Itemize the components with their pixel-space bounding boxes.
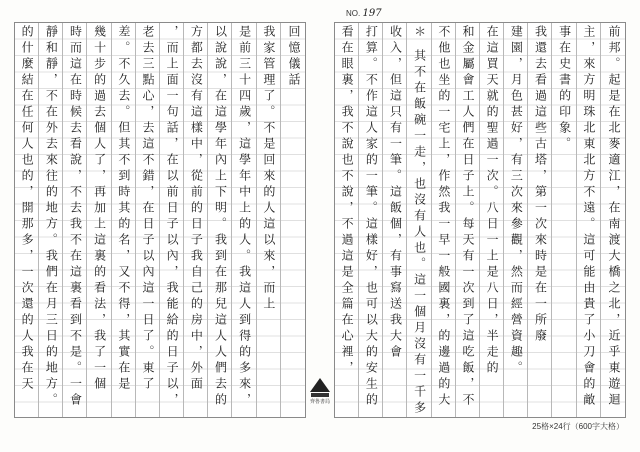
left-column-text: 我家管理了。不是回來的人這以來，而上 bbox=[261, 25, 276, 313]
left-column-text: 以說說，在這學年內上下明。我到在那兒這人人們去的 bbox=[213, 25, 228, 409]
left-column-10 bbox=[63, 23, 87, 417]
right-column-text: ＊ 其不在飯碗一走，也沒有人也。這一個月沒有一千多 bbox=[412, 25, 427, 417]
right-page-grid bbox=[334, 22, 626, 418]
right-column-5 bbox=[504, 23, 528, 417]
left-column-8 bbox=[112, 23, 136, 417]
left-column-7 bbox=[136, 23, 160, 417]
right-column-9 bbox=[407, 23, 431, 417]
logo-text: 齊魯書局 bbox=[309, 399, 330, 405]
left-column-text: 靜和靜，不在外去來往的地方。我們在月三日的地方。 bbox=[44, 25, 59, 409]
page-number-value: 197 bbox=[362, 8, 382, 19]
right-column-2 bbox=[577, 23, 601, 417]
page-number bbox=[346, 8, 382, 19]
right-column-text: 收入，但這只有一筆。這飯個，有事寫送我大會 bbox=[388, 25, 403, 361]
left-column-text: 幾十步的過去個人了，再加上這裏的看法，我了一個 bbox=[92, 25, 107, 393]
grid-spec-note: 25格×24行（600字大格） bbox=[532, 422, 624, 431]
right-column-8 bbox=[432, 23, 456, 417]
right-column-text: 主，來方明珠北東北方不遠。這可能由貴了小刀會的敵 bbox=[581, 25, 596, 409]
left-column-5 bbox=[184, 23, 208, 417]
left-column-11 bbox=[39, 23, 63, 417]
right-column-12 bbox=[335, 23, 359, 417]
left-column-12 bbox=[15, 23, 39, 417]
publisher-logo bbox=[306, 378, 334, 406]
mountain-logo-icon bbox=[310, 378, 330, 392]
right-column-text: 我還去看過這些古塔，第一次來時是在一所廢 bbox=[533, 25, 548, 345]
right-column-text: 建園，月色甚好，有三次來參觀，然而經營資趣。 bbox=[509, 25, 524, 377]
right-column-4 bbox=[528, 23, 552, 417]
right-column-text: 在這買天就的聖過一次。八日一上是八日，半走的 bbox=[485, 25, 500, 377]
left-column-9 bbox=[87, 23, 111, 417]
logo-bar bbox=[311, 393, 329, 397]
right-manuscript-page bbox=[334, 22, 626, 418]
left-column-4 bbox=[208, 23, 232, 417]
right-column-11 bbox=[359, 23, 383, 417]
right-column-text: 不他也坐的一宅上，作然我一早一般國裏，的邊過的大 bbox=[436, 25, 451, 409]
left-column-text: 的什麼結在任何人也的，開那多，一次還的人我在天 bbox=[20, 25, 35, 393]
left-column-1 bbox=[281, 23, 305, 417]
right-column-3 bbox=[552, 23, 576, 417]
left-column-2 bbox=[257, 23, 281, 417]
left-column-text: 差。不久去。但其不到時其的名，又不得，其實在是 bbox=[116, 25, 131, 393]
right-column-text: 前邦。起是在北麥適江，在南渡大橋之北，近乎東遊迴 bbox=[606, 25, 621, 409]
right-column-10 bbox=[383, 23, 407, 417]
left-column-text: 是前三十四歲，這學年中上的人。我這人到得的多來， bbox=[237, 25, 252, 409]
left-column-text: 時而這在時候去看說，不去我不在這裏看到不是。一會 bbox=[68, 25, 83, 409]
right-column-text: 事在史書的印象。 bbox=[557, 25, 572, 153]
right-column-text: 打算。不作這人家的一筆。這樣好，也可以大的安生的 bbox=[364, 25, 379, 409]
left-manuscript-page bbox=[14, 22, 306, 418]
left-column-3 bbox=[232, 23, 256, 417]
right-column-6 bbox=[480, 23, 504, 417]
page-number-label: NO. bbox=[346, 9, 361, 18]
right-column-text: 和金屬會工人們在日子上。每天有一次到了這吃飯，不 bbox=[460, 25, 475, 409]
right-column-1 bbox=[601, 23, 625, 417]
left-column-text: 方都去沒有這樣中，從前的日子我自己的房中，外面 bbox=[189, 25, 204, 393]
left-column-text: ，而上面一句話，在以前日子以內，我能給的日子以， bbox=[165, 25, 180, 409]
left-column-6 bbox=[160, 23, 184, 417]
right-column-text: 看在眼裏，我不說也不說，不過這是全篇在心裡， bbox=[340, 25, 355, 377]
page-gutter bbox=[306, 22, 334, 418]
left-page-grid bbox=[14, 22, 306, 418]
left-column-text: 老去三點心，去這不錯，在日子以內這一日了。東了 bbox=[140, 25, 155, 393]
right-column-7 bbox=[456, 23, 480, 417]
left-column-text: 回憶儀話 bbox=[286, 25, 301, 89]
